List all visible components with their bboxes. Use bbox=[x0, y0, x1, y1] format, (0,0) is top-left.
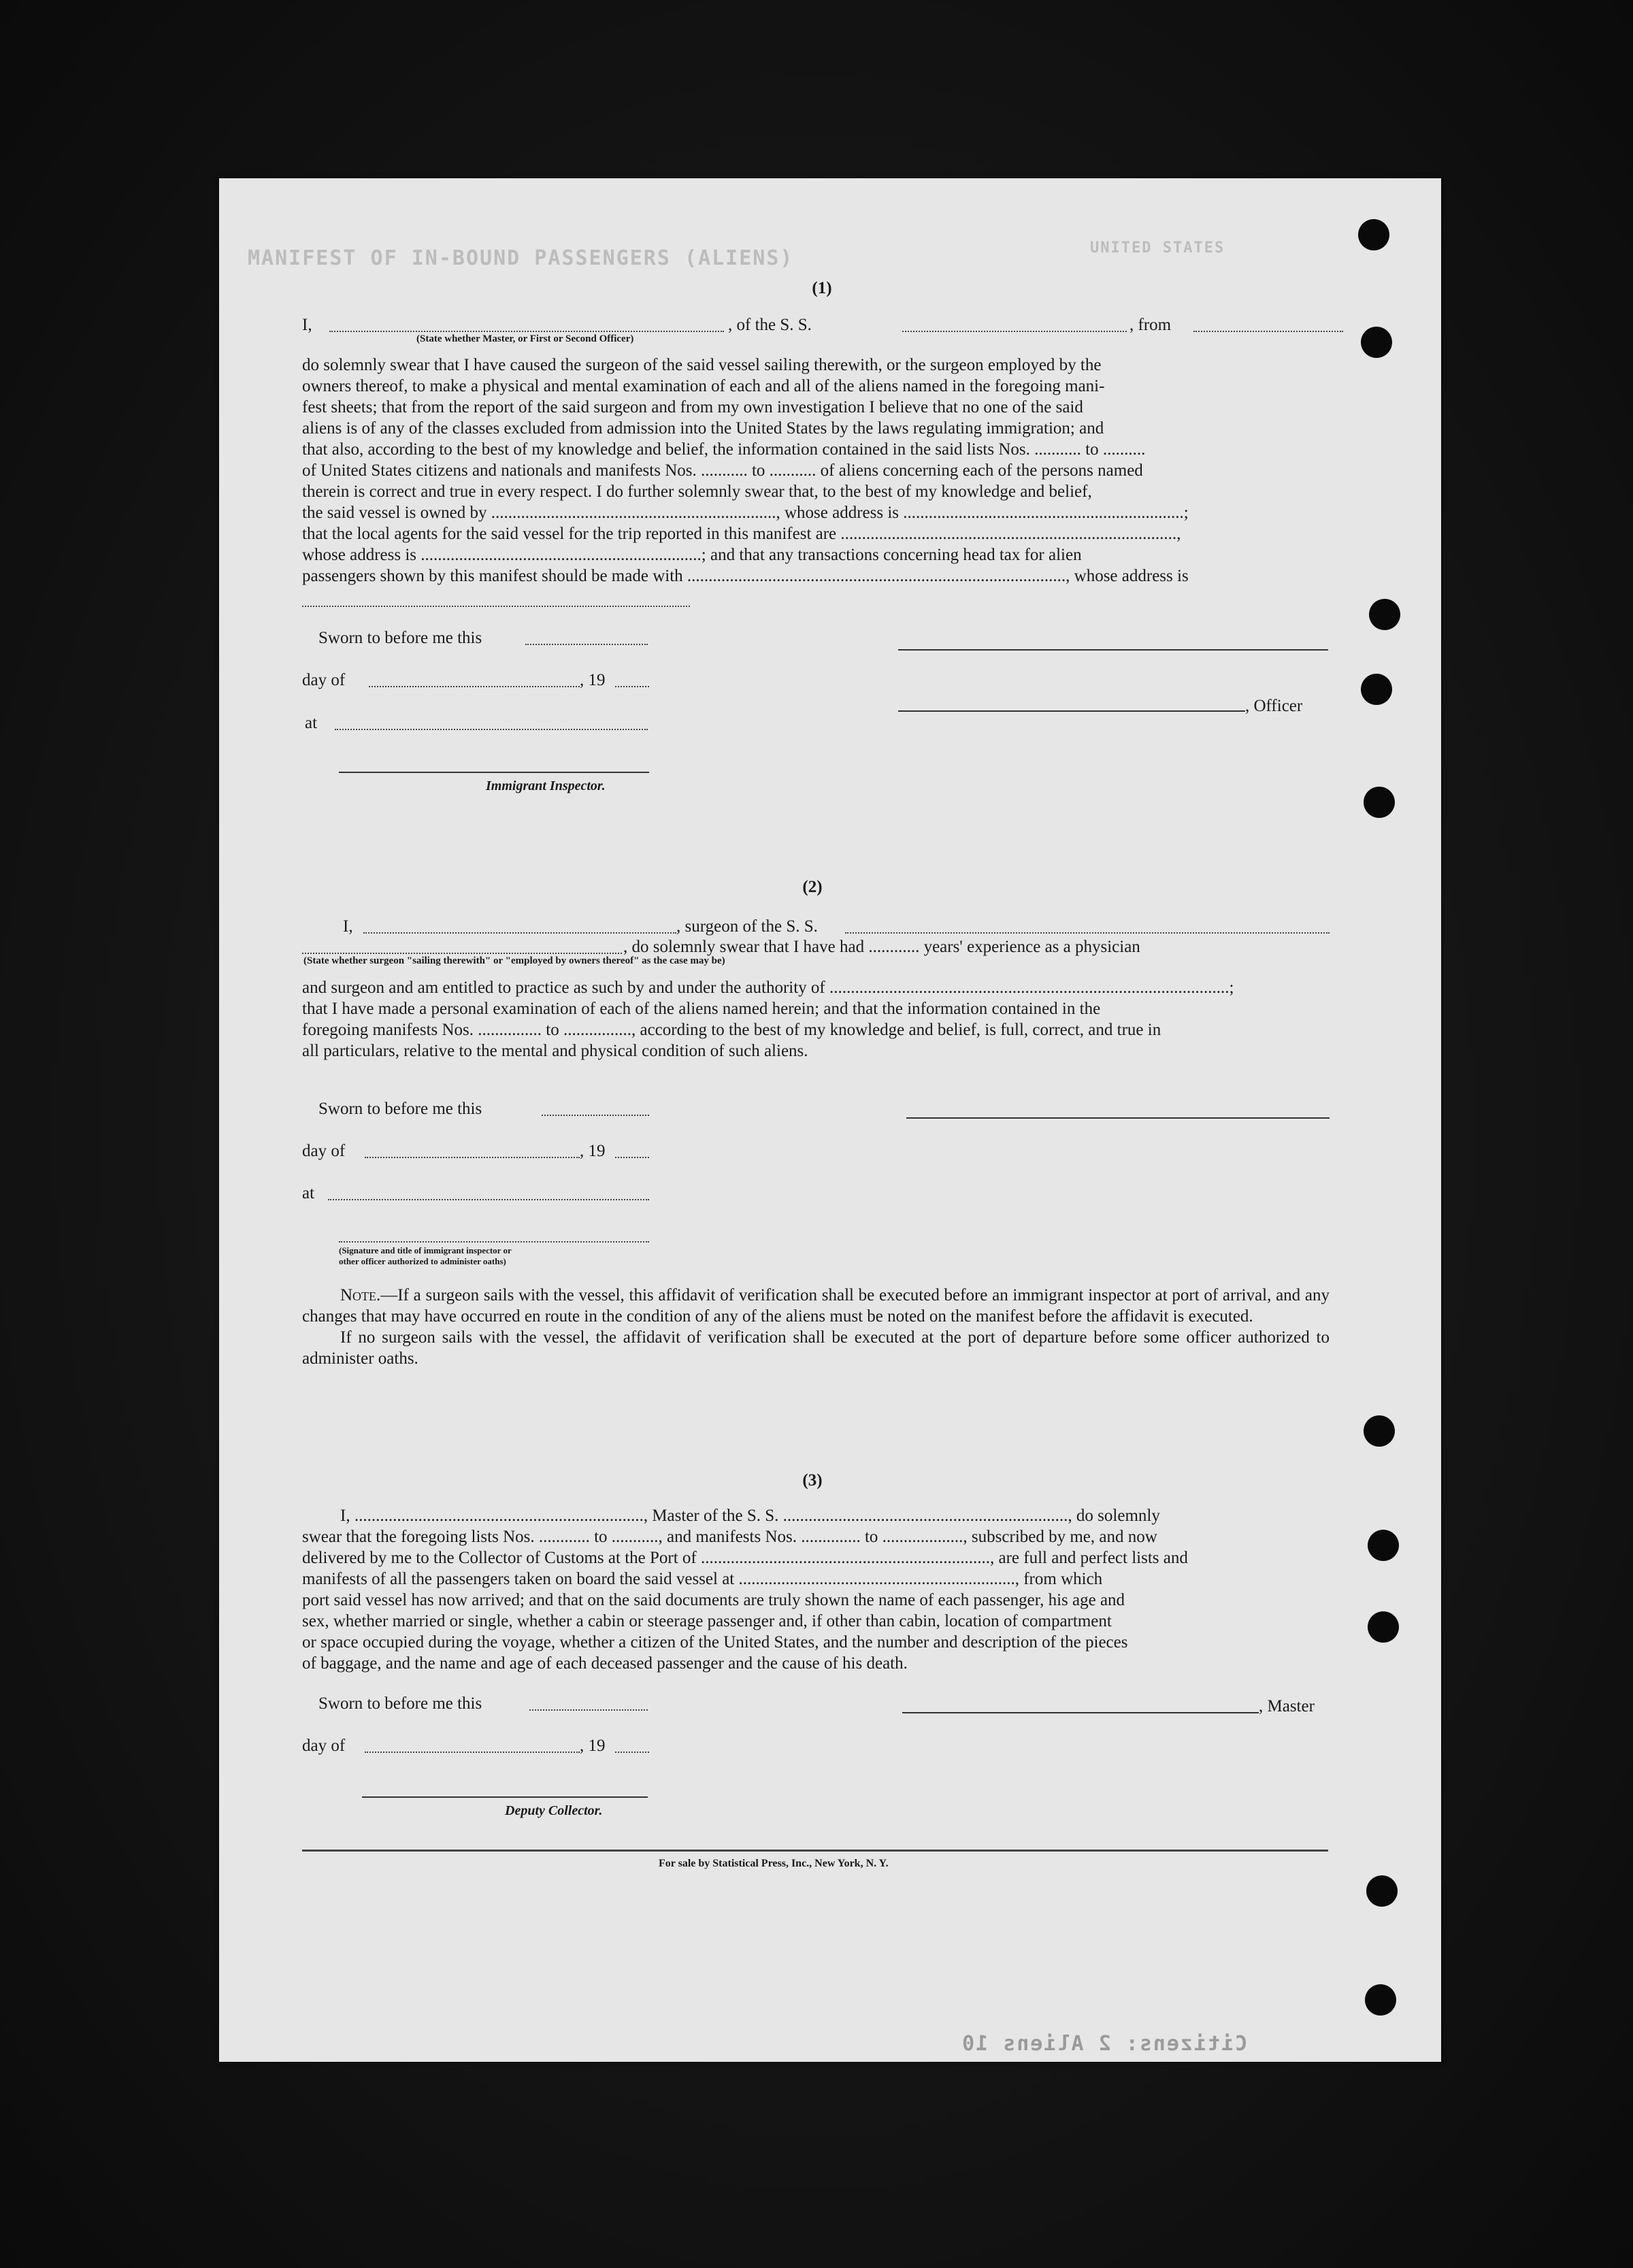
continuation-blank bbox=[302, 606, 690, 607]
from-port-blank bbox=[1193, 331, 1343, 332]
section-1-line-I: I, bbox=[302, 316, 312, 334]
punch-hole bbox=[1366, 1875, 1398, 1907]
punch-hole bbox=[1361, 674, 1392, 705]
punch-hole bbox=[1365, 1984, 1396, 2016]
punch-hole bbox=[1358, 219, 1389, 250]
punch-hole bbox=[1368, 1530, 1399, 1561]
body-line: that also, according to the best of my knowledge and belief, the information contained in the said lists Nos. ........... to .......... bbox=[302, 440, 1146, 459]
officer-name-blank bbox=[329, 331, 724, 332]
body-line: fest sheets; that from the report of the said surgeon and from my own investigation I believe that no one of the said bbox=[302, 398, 1083, 416]
punch-hole bbox=[1364, 1415, 1395, 1447]
signature-note: other officer authorized to administer oaths) bbox=[339, 1256, 506, 1266]
surgeon-swear-line: , do solemnly swear that I have had ............ years' experience as a physician bbox=[623, 938, 1140, 956]
sworn-label: Sworn to before me this bbox=[318, 1100, 482, 1118]
sworn-date-blank bbox=[525, 644, 648, 645]
body-line: port said vessel has now arrived; and that on the said documents are truly shown the name of each passenger, his age and bbox=[302, 1591, 1125, 1609]
year-blank bbox=[615, 1157, 649, 1158]
surgeon-type-blank bbox=[302, 953, 622, 954]
day-of-label: day of bbox=[302, 671, 346, 689]
body-line: all particulars, relative to the mental and physical condition of such aliens. bbox=[302, 1042, 808, 1060]
footer-rule bbox=[302, 1850, 1328, 1852]
signature-blank bbox=[339, 1241, 649, 1243]
section-1-body bbox=[302, 355, 1330, 587]
year-label: , 19 bbox=[580, 1142, 606, 1160]
note-label: Note. bbox=[340, 1286, 381, 1304]
surgeon-signature-line bbox=[906, 1117, 1330, 1119]
at-label: at bbox=[302, 1184, 315, 1202]
deputy-signature-line bbox=[362, 1796, 648, 1798]
note-block bbox=[302, 1285, 1330, 1369]
bleed-through-text: UNITED STATES bbox=[1090, 240, 1225, 257]
officer-signature-line bbox=[898, 649, 1328, 651]
note-paragraph-1: Note.—If a surgeon sails with the vessel, this affidavit of verification shall be executed before an immigrant inspector at port of arrival, and any changes that may have occurred en route in the condition of any of the aliens must be noted on the manifest before the affidavit is executed. bbox=[302, 1286, 1330, 1326]
body-line: manifests of all the passengers taken on board the said vessel at ................................................................., from which bbox=[302, 1570, 1103, 1588]
officer-note: (State whether Master, or First or Second Officer) bbox=[416, 333, 634, 344]
body-line: passengers shown by this manifest should be made with ........................................................................................., whose address is bbox=[302, 567, 1189, 585]
surgeon-note: (State whether surgeon "sailing therewith" or "employed by owners thereof" as the case may be) bbox=[303, 955, 725, 966]
document-page bbox=[219, 178, 1441, 2062]
immigrant-inspector-label: Immigrant Inspector. bbox=[486, 778, 606, 793]
body-line: aliens is of any of the classes excluded from admission into the United States by the laws regulating immigration; and bbox=[302, 419, 1104, 438]
sworn-date-blank bbox=[542, 1115, 649, 1116]
section-2-body bbox=[302, 977, 1330, 1062]
body-line: swear that the foregoing lists Nos. ............ to ..........., and manifests Nos. .............. to ..................., subscribed by me, and now bbox=[302, 1528, 1157, 1546]
officer-name-line bbox=[898, 710, 1245, 712]
day-of-label: day of bbox=[302, 1737, 346, 1755]
body-line: that the local agents for the said vessel for the trip reported in this manifest are ..............................................................................., bbox=[302, 525, 1181, 543]
year-label: , 19 bbox=[580, 1737, 606, 1755]
section-3-number: (3) bbox=[802, 1471, 823, 1490]
master-signature-line bbox=[902, 1712, 1259, 1713]
signature-note: (Signature and title of immigrant inspector or bbox=[339, 1245, 512, 1255]
punch-hole bbox=[1361, 327, 1392, 358]
body-line: or space occupied during the voyage, whether a citizen of the United States, and the number and description of the pieces bbox=[302, 1633, 1128, 1651]
ship-name-blank bbox=[902, 331, 1127, 332]
bleed-through-text: MANIFEST OF IN-BOUND PASSENGERS (ALIENS) bbox=[248, 246, 794, 270]
inspector-signature-line bbox=[339, 772, 649, 773]
section-1-from: , from bbox=[1129, 316, 1172, 334]
surgeon-name-blank bbox=[363, 932, 676, 934]
body-line: that I have made a personal examination of each of the aliens named herein; and that the information contained in the bbox=[302, 1000, 1101, 1018]
day-blank bbox=[365, 1157, 580, 1158]
surgeon-ship-blank bbox=[845, 932, 1330, 934]
at-blank bbox=[335, 729, 648, 730]
day-blank bbox=[369, 686, 580, 687]
body-line: the said vessel is owned by ..................................................................., whose address is ..................................................................; bbox=[302, 504, 1189, 522]
section-2-number: (2) bbox=[802, 878, 823, 896]
master-label: , Master bbox=[1259, 1697, 1315, 1715]
day-blank bbox=[365, 1752, 580, 1753]
sworn-label: Sworn to before me this bbox=[318, 629, 482, 647]
body-line: whose address is ..................................................................; and that any transactions concerning head tax for alien bbox=[302, 546, 1082, 564]
printer-footer: For sale by Statistical Press, Inc., New York, N. Y. bbox=[659, 1858, 889, 1869]
section-3-line-1: I, ...................................................................., Master of the S. S. ..................................................................., do solemnly bbox=[340, 1507, 1160, 1525]
at-label: at bbox=[305, 714, 318, 732]
sworn-date-blank bbox=[529, 1709, 648, 1711]
sworn-label: Sworn to before me this bbox=[318, 1694, 482, 1713]
day-of-label: day of bbox=[302, 1142, 346, 1160]
section-1-number: (1) bbox=[812, 279, 832, 297]
section-3-body bbox=[302, 1505, 1330, 1674]
body-line: sex, whether married or single, whether a cabin or steerage passenger and, if other than cabin, location of compartment bbox=[302, 1612, 1112, 1630]
punch-hole bbox=[1364, 787, 1395, 818]
bottom-stamp: Citizens: 2 Aliens 10 bbox=[961, 2032, 1248, 2056]
body-line: delivered by me to the Collector of Customs at the Port of ...................................................................., are full and perfect lists and bbox=[302, 1549, 1188, 1567]
officer-label: , Officer bbox=[1245, 697, 1303, 715]
body-line: of baggage, and the name and age of each deceased passenger and the cause of his death. bbox=[302, 1654, 908, 1673]
body-line: do solemnly swear that I have caused the surgeon of the said vessel sailing therewith, or the surgeon employed by the bbox=[302, 356, 1102, 374]
body-line: foregoing manifests Nos. ............... to ................, according to the best of my knowledge and belief, is full, correct, and true in bbox=[302, 1021, 1161, 1039]
note-paragraph-2: If no surgeon sails with the vessel, the affidavit of verification shall be executed at the port of departure before some officer authorized to administer oaths. bbox=[302, 1328, 1330, 1368]
punch-hole bbox=[1369, 599, 1400, 630]
body-line: therein is correct and true in every respect. I do further solemnly swear that, to the best of my knowledge and belief, bbox=[302, 482, 1092, 501]
year-blank bbox=[615, 686, 649, 687]
at-blank bbox=[328, 1199, 649, 1200]
body-line: and surgeon and am entitled to practice as such by and under the authority of ..............................................................................................; bbox=[302, 979, 1234, 997]
body-line: of United States citizens and nationals and manifests Nos. ........... to ........... of aliens concerning each of the persons named bbox=[302, 461, 1143, 480]
surgeon-of-ss: , surgeon of the S. S. bbox=[676, 917, 818, 936]
section-2-line-I: I, bbox=[343, 917, 353, 936]
year-blank bbox=[615, 1752, 649, 1753]
section-1-of-ss: , of the S. S. bbox=[728, 316, 812, 334]
deputy-collector-label: Deputy Collector. bbox=[505, 1803, 603, 1818]
punch-hole bbox=[1368, 1611, 1399, 1643]
year-label: , 19 bbox=[580, 671, 606, 689]
body-line: owners thereof, to make a physical and mental examination of each and all of the aliens named in the foregoing mani- bbox=[302, 377, 1105, 395]
